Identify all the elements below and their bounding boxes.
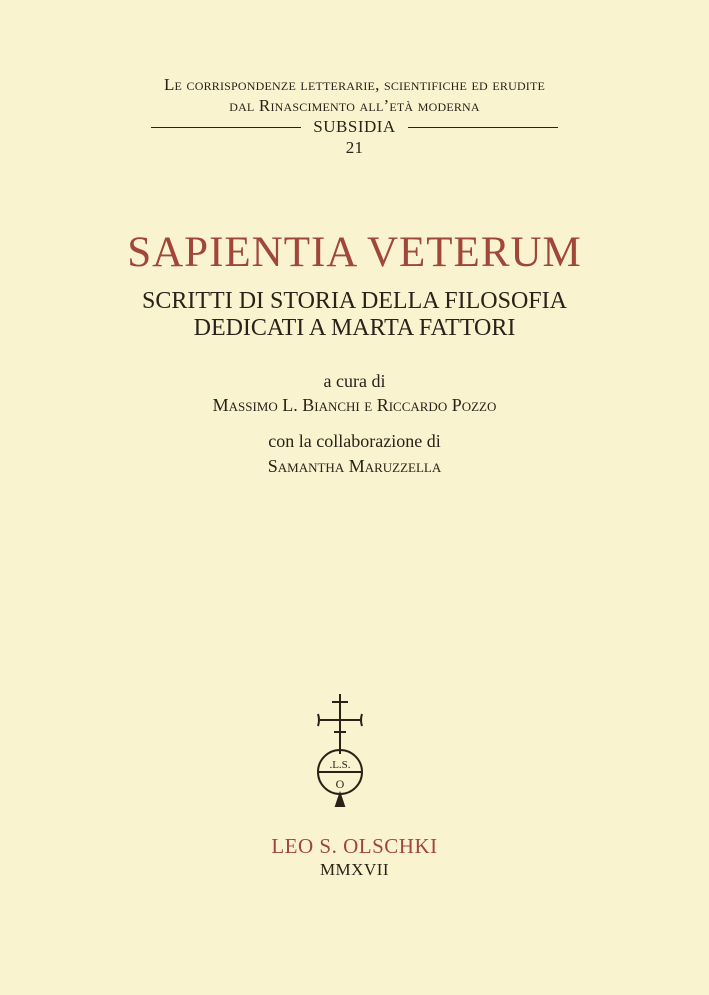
book-title: SAPIENTIA VETERUM xyxy=(127,229,582,276)
subtitle-line1: SCRITTI DI STORIA DELLA FILOSOFIA xyxy=(142,288,567,314)
publication-year: MMXVII xyxy=(319,860,390,879)
emblem-letter-bottom: O xyxy=(335,777,345,791)
series-number: 21 xyxy=(345,138,364,157)
subseries-row xyxy=(0,117,709,137)
curated-by-label: a cura di xyxy=(323,371,386,391)
emblem-letters-top: .L.S. xyxy=(329,759,351,771)
right-rule-divider xyxy=(408,127,558,128)
collaborator-name: Samantha Maruzzella xyxy=(267,456,442,476)
series-title-line2: dal Rinascimento all’età moderna xyxy=(229,96,480,115)
subtitle-line2: DEDICATI A MARTA FATTORI xyxy=(193,315,516,341)
left-rule-divider xyxy=(151,127,301,128)
editors-names: Massimo L. Bianchi e Riccardo Pozzo xyxy=(212,395,497,415)
publisher-cross-emblem-icon xyxy=(300,690,380,815)
series-title-line1: Le corrispondenze letterarie, scientifiche ed erudite xyxy=(163,75,546,94)
publisher-name: LEO S. OLSCHKI xyxy=(271,834,438,858)
subseries-label: SUBSIDIA xyxy=(313,117,396,136)
collaboration-label: con la collaborazione di xyxy=(268,431,441,451)
